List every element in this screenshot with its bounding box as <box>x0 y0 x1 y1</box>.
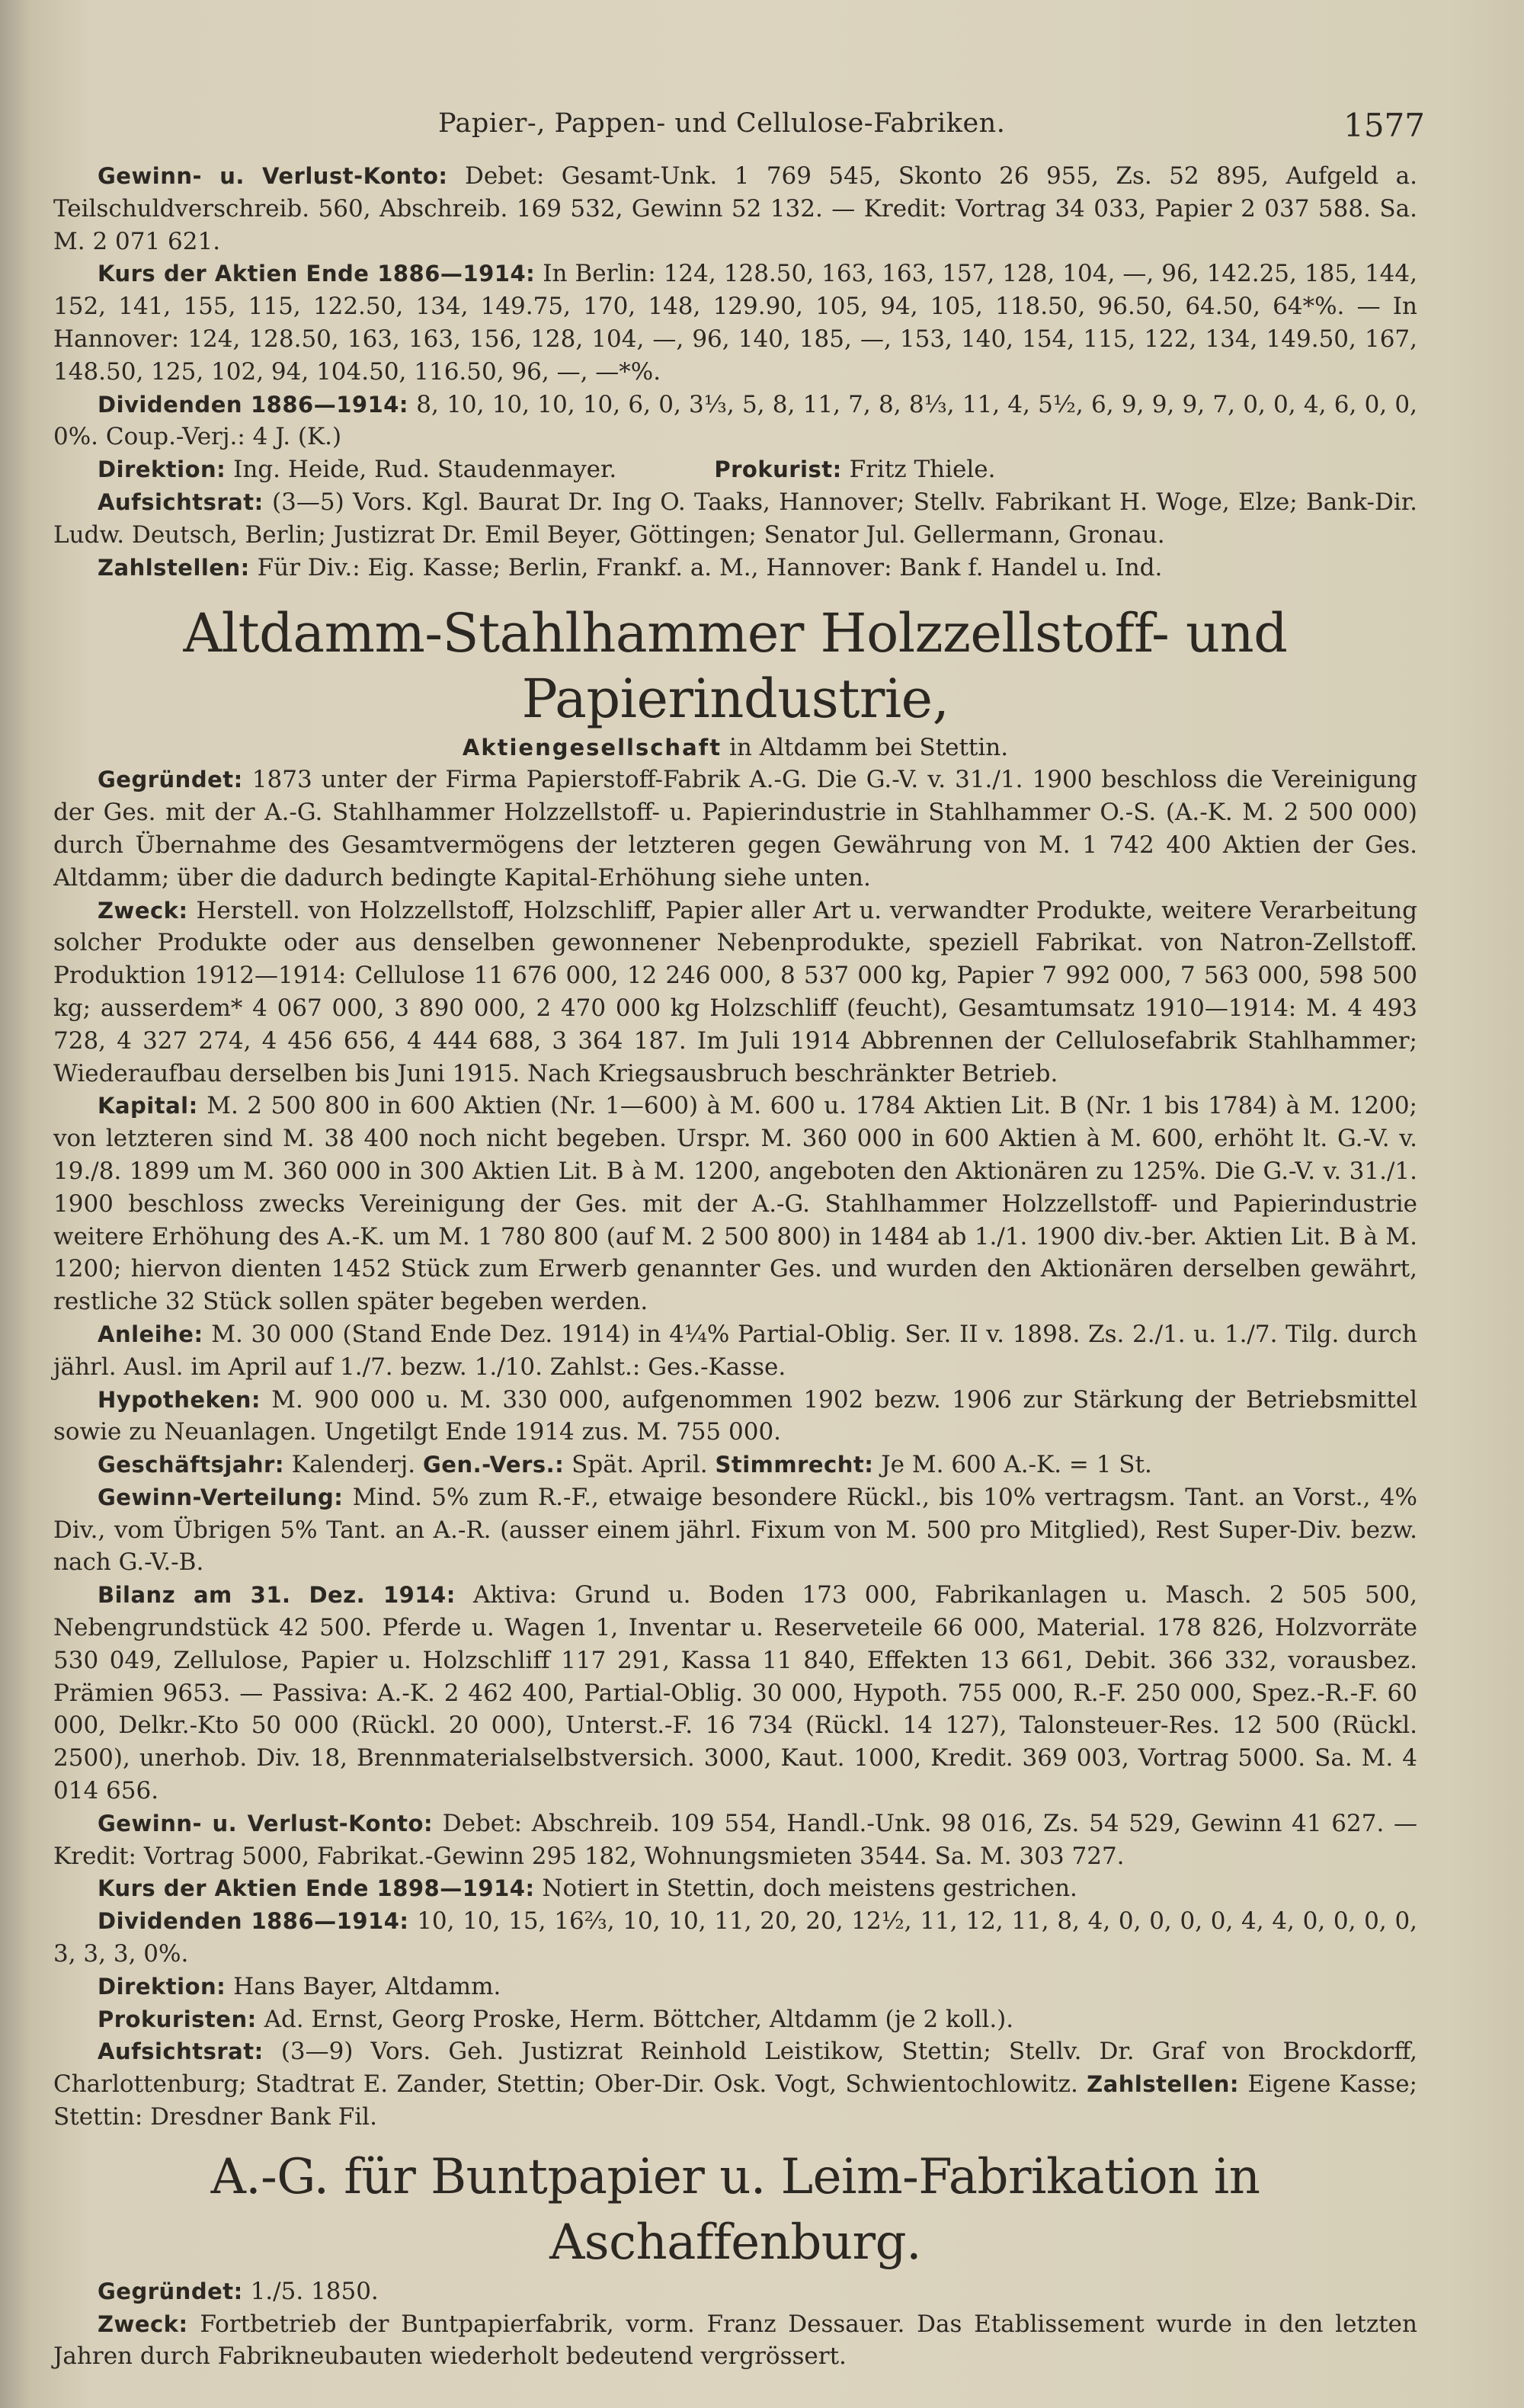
label: Aufsichtsrat: <box>98 2038 264 2065</box>
company-place: in Altdamm bei Stettin. <box>728 734 1009 762</box>
kapital-text: M. 2 500 800 in 600 Aktien (Nr. 1—600) à M. 600 u. 1784 Aktien Lit. B (Nr. 1 bis 1784) à M. 1200; von letzteren sind M. 38 400 noch nicht begeben. Urspr. M. 360 000 in 600 Aktien à M. 600, erhöht lt. G.-V. v. 19./8. 1899 um M. 360 000 in 300 Aktien Lit. B à M. 1200, angeboten den Aktionären zu 125%. Die G.-V. v. 31./1. 1900 beschloss zwecks Vereinigung der Ges. mit der A.-G. Stahlhammer Holzzellstoff- und Papierindustrie weitere Erhöhung des A.-K. um M. 1 780 800 (auf M. 2 500 800) in 1484 ab 1./1. 1900 div.-ber. Aktien Lit. B à M. 1200; hiervon dienten 1452 Stück zum Erwerb genannter Ges. und wurden den Aktionären derselben gewährt, restliche 32 Stück sollen später begeben werden. <box>53 1092 1417 1316</box>
paragraph-direktion <box>53 1971 1417 2003</box>
paragraph-zweck <box>53 895 1417 1090</box>
page-header <box>53 99 1425 160</box>
label: Gegründet: <box>98 2278 243 2304</box>
zahlstellen-text: Eigene Kasse; Stettin: Dresdner Bank Fil. <box>53 2070 1417 2131</box>
guv-text: Debet: Gesamt-Unk. 1 769 545, Skonto 26 955, Zs. 52 895, Aufgeld a. Teilschuldverschreib. 560, Abschreib. 169 532, Gewinn 52 132. — Kredit: Vortrag 34 033, Papier 2 037 588. Sa. M. 2 071 621. <box>53 162 1418 255</box>
company-subtitle-altdamm <box>53 732 1417 764</box>
label: Kapital: <box>98 1093 198 1119</box>
running-title: Papier-, Pappen- und Cellulose-Fabriken. <box>438 108 1006 139</box>
paragraph-hypotheken <box>53 1384 1417 1449</box>
label: Gen.-Vers.: <box>423 1452 565 1478</box>
paragraph-gegruendet <box>53 2275 1417 2308</box>
hypotheken-text: M. 900 000 u. M. 330 000, aufgenommen 1902 bezw. 1906 zur Stärkung der Betriebsmittel sowie zu Neuanlagen. Ungetilgt Ende 1914 zus. M. 755 000. <box>53 1385 1417 1446</box>
paragraph-aufsichtsrat <box>53 2035 1417 2133</box>
direktion-text: Hans Bayer, Altdamm. <box>233 1972 501 2000</box>
company-title-altdamm: Altdamm-Stahlhammer Holzzellstoff- und Papierindustrie, <box>183 602 1288 731</box>
kurs-text: Notiert in Stettin, doch meistens gestrichen. <box>542 1875 1077 1903</box>
paragraph-prokuristen <box>53 2003 1417 2036</box>
label: Dividenden 1886—1914: <box>98 391 409 418</box>
paragraph-zweck <box>53 2308 1417 2374</box>
label: Bilanz am 31. Dez. 1914: <box>98 1582 456 1609</box>
paragraph-aufsichtsrat-prev <box>53 486 1417 552</box>
label: Kurs der Aktien Ende 1886—1914: <box>98 261 536 287</box>
zweck-text: Herstell. von Holzzellstoff, Holzschliff, Papier aller Art u. verwandter Produkte, weitere Verarbeitung solcher Produkte oder aus denselben gewonnener Nebenprodukte, speziell Fabrikat. von Natron-Zellstoff. Produktion 1912—1914: Cellulose 11 676 000, 12 246 000, 8 537 000 kg, Papier 7 992 000, 7 563 000, 598 500 kg; ausserdem* 4 067 000, 3 890 000, 2 470 000 kg Holzschliff (feucht), Gesamtumsatz 1910—1914: M. 4 493 728, 4 327 274, 4 456 656, 4 444 688, 3 364 187. Im Juli 1914 Abbrennen der Cellulosefabrik Stahlhammer; Wiederaufbau derselben bis Juni 1915. Nach Kriegsausbruch beschränkter Betrieb. <box>53 896 1417 1087</box>
label: Aufsichtsrat: <box>98 488 264 515</box>
gegruendet-text: 1873 unter der Firma Papierstoff-Fabrik A.-G. Die G.-V. v. 31./1. 1900 beschloss die Vereinigung der Ges. mit der A.-G. Stahlhammer Holzzellstoff- u. Papierindustrie in Stahlhammer O.-S. (A.-K. M. 2 500 000) durch Übernahme des Gesamtvermögens der letzteren gegen Gewährung von M. 1 742 400 Aktien der Ges. Altdamm; über die dadurch bedingte Kapital-Erhöhung siehe unten. <box>53 766 1417 892</box>
paragraph-kurs <box>53 1872 1417 1905</box>
paragraph-dividenden-prev <box>53 389 1417 454</box>
paragraph-geschaeftsjahr <box>53 1449 1417 1481</box>
direktion-text: Ing. Heide, Rud. Staudenmayer. <box>233 456 617 484</box>
label: Gewinn- u. Verlust-Konto: <box>98 1810 434 1836</box>
aufsichtsrat-text: (3—5) Vors. Kgl. Baurat Dr. Ing O. Taaks, Hannover; Stellv. Fabrikant H. Woge, Elze; Bank-Dir. Ludw. Deutsch, Berlin; Justizrat Dr. Emil Beyer, Göttingen; Senator Jul. Gellermann, Gronau. <box>53 488 1417 549</box>
guv-text: Debet: Abschreib. 109 554, Handl.-Unk. 98 016, Zs. 54 529, Gewinn 41 627. — Kredit: Vortrag 5000, Fabrikat.-Gewinn 295 182, Wohnungsmieten 3544. Sa. M. 303 727. <box>53 1809 1418 1870</box>
label: Prokuristen: <box>98 2006 257 2032</box>
bilanz-text: Aktiva: Grund u. Boden 173 000, Fabrikanlagen u. Masch. 2 505 500, Nebengrundstück 42 500. Pferde u. Wagen 1, Inventar u. Reserveteile 66 000, Material. 178 826, Holzvorräte 530 049, Zellulose, Papier u. Holzschliff 117 291, Kassa 11 840, Effekten 13 661, Debit. 366 332, vorausbez. Prämien 9653. — Passiva: A.-K. 2 462 400, Partial-Oblig. 30 000, Hypoth. 755 000, R.-F. 250 000, Spez.-R.-F. 60 000, Delkr.-Kto 50 000 (Rückl. 20 000), Unterst.-F. 16 734 (Rückl. 14 127), Talonsteuer-Res. 12 500 (Rückl. 2500), unerhob. Div. 18, Brennmaterialselbstversich. 3000, Kaut. 1000, Kredit. 369 003, Vortrag 5000. Sa. M. 4 014 656. <box>53 1581 1417 1805</box>
company-title-aschaffenburg: A.-G. für Buntpapier u. Leim-Fabrikation in Aschaffenburg. <box>210 2148 1260 2271</box>
prokurist-text: Fritz Thiele. <box>849 456 996 484</box>
paragraph-kurs-prev <box>53 258 1417 388</box>
label: Geschäftsjahr: <box>98 1452 284 1478</box>
paragraph-guv <box>53 1808 1417 1873</box>
dividenden-text: 8, 10, 10, 10, 10, 6, 0, 3⅓, 5, 8, 11, 7, 8, 8⅓, 11, 4, 5½, 6, 9, 9, 9, 7, 0, 0, 4, 6, 0, 0, 0%. Coup.-Verj.: 4 J. (K.) <box>53 390 1417 451</box>
aufsichtsrat-text: (3—9) Vors. Geh. Justizrat Reinhold Leistikow, Stettin; Stellv. Dr. Graf von Brockdorff, Charlottenburg; Stadtrat E. Zander, Stettin; Ober-Dir. Osk. Vogt, Schwientochlowitz. <box>53 2038 1417 2099</box>
anleihe-text: M. 30 000 (Stand Ende Dez. 1914) in 4¼% Partial-Oblig. Ser. II v. 1898. Zs. 2./1. u. 1./7. Tilg. durch jährl. Ausl. im April auf 1./7. bezw. 1./10. Zahlst.: Ges.-Kasse. <box>53 1320 1417 1381</box>
genvers-text: Spät. April. <box>572 1451 708 1479</box>
label: Kurs der Aktien Ende 1898—1914: <box>98 1875 535 1902</box>
label: Anleihe: <box>98 1321 203 1347</box>
label: Gewinn- u. Verlust-Konto: <box>98 163 448 189</box>
label: Gegründet: <box>98 767 243 793</box>
paragraph-direktion-prev <box>53 453 1417 486</box>
label: Zweck: <box>98 2310 188 2337</box>
label: Zahlstellen: <box>1087 2071 1239 2098</box>
page-number: 1577 <box>1343 107 1425 144</box>
kurs-text: In Berlin: 124, 128.50, 163, 163, 157, 128, 104, —, 96, 142.25, 185, 144, 152, 141, 155, 115, 122.50, 134, 149.75, 170, 148, 129.90, 105, 94, 105, 118.50, 96.50, 64.50, 64*%. — In Hannover: 124, 128.50, 163, 163, 156, 128, 104, —, 96, 140, 185, —, 153, 140, 154, 115, 122, 134, 149.50, 167, 148.50, 125, 102, 94, 104.50, 116.50, 96, —, —*%. <box>53 260 1417 386</box>
label: Gewinn-Verteilung: <box>98 1484 344 1510</box>
company-type: Aktiengesellschaft <box>462 735 722 761</box>
paragraph-dividenden <box>53 1905 1417 1971</box>
paragraph-zahlstellen-prev <box>53 552 1417 584</box>
dividenden-text: 10, 10, 15, 16⅔, 10, 10, 11, 20, 20, 12½, 11, 12, 11, 8, 4, 0, 0, 0, 0, 4, 4, 0, 0, 0, 0, 3, 3, 3, 0%. <box>53 1907 1418 1968</box>
label: Dividenden 1886—1914: <box>98 1908 409 1935</box>
prokuristen-text: Ad. Ernst, Georg Proske, Herm. Böttcher, Altdamm (je 2 koll.). <box>264 2005 1014 2033</box>
zahlstellen-text: Für Div.: Eig. Kasse; Berlin, Frankf. a. M., Hannover: Bank f. Handel u. Ind. <box>257 553 1163 581</box>
label: Zahlstellen: <box>98 554 250 581</box>
geschaeftsjahr-text: Kalenderj. <box>291 1451 416 1479</box>
paragraph-gegruendet <box>53 764 1417 894</box>
paragraph-anleihe <box>53 1318 1417 1384</box>
paragraph-gewinn-verteilung <box>53 1481 1417 1579</box>
label: Hypotheken: <box>98 1386 261 1413</box>
label: Zweck: <box>98 897 188 924</box>
stimmrecht-text: Je M. 600 A.-K. = 1 St. <box>881 1451 1152 1479</box>
gegruendet-text: 1./5. 1850. <box>250 2277 379 2305</box>
paragraph-kapital <box>53 1090 1417 1318</box>
entry-altdamm <box>53 764 1417 2133</box>
page-content <box>53 99 1425 2373</box>
entry-aschaffenburg <box>53 2275 1417 2373</box>
label: Stimmrecht: <box>715 1452 874 1478</box>
previous-entry-continuation <box>53 160 1417 584</box>
label: Direktion: <box>98 1973 226 2000</box>
gewinn-verteilung-text: Mind. 5% zum R.-F., etwaige besondere Rückl., bis 10% vertragsm. Tant. an Vorst., 4% Div., vom Übrigen 5% Tant. an A.-R. (ausser einem jährl. Fixum von M. 500 pro Mitglied), Rest Super-Div. bezw. nach G.-V.-B. <box>53 1483 1417 1577</box>
paragraph-guv-prev <box>53 160 1417 258</box>
paragraph-bilanz <box>53 1579 1417 1808</box>
label: Prokurist: <box>714 456 842 483</box>
zweck-text: Fortbetrieb der Buntpapierfabrik, vorm. Franz Dessauer. Das Etablissement wurde in den letzten Jahren durch Fabrikneubauten wiederholt bedeutend vergrössert. <box>53 2310 1417 2371</box>
label: Direktion: <box>98 456 226 483</box>
